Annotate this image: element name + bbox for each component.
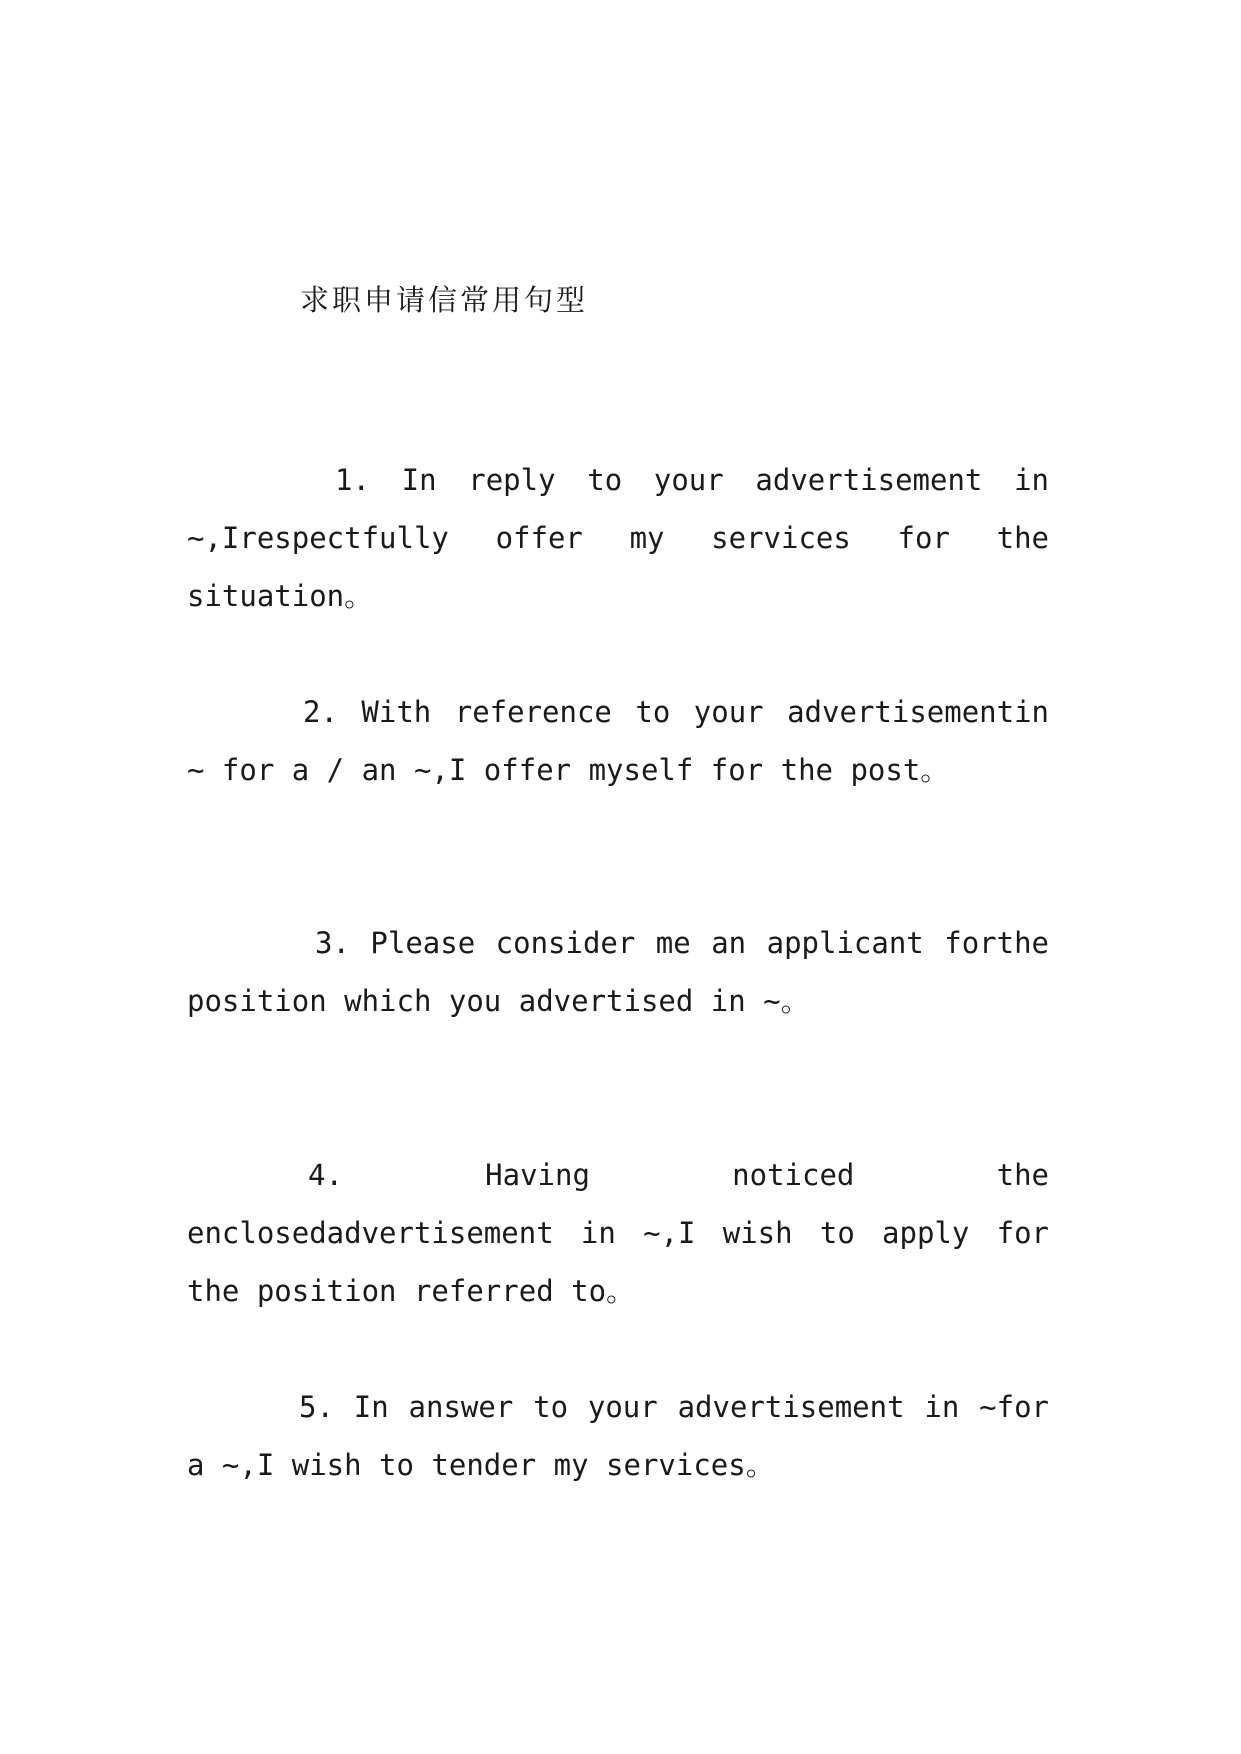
paragraph-5: 5. In answer to your advertisement in ~for a ~,I wish to tender my services。 [187, 1390, 1049, 1482]
paragraph-3: 3. Please consider me an applicant forthe position which you advertised in ~。 [187, 926, 1049, 1018]
paragraph-2: 2. With reference to your advertisementin ~ for a / an ~,I offer myself for the post。 [187, 695, 1049, 787]
paragraph-4: 4. Having noticed the enclosedadvertisement in ~,I wish to apply for the position referred to。 [187, 1158, 1049, 1308]
document-title: 求职申请信常用句型 [300, 283, 589, 317]
paragraph-1: 1. In reply to your advertisement in ~,Irespectfully offer my services for the situation。 [187, 463, 1049, 613]
